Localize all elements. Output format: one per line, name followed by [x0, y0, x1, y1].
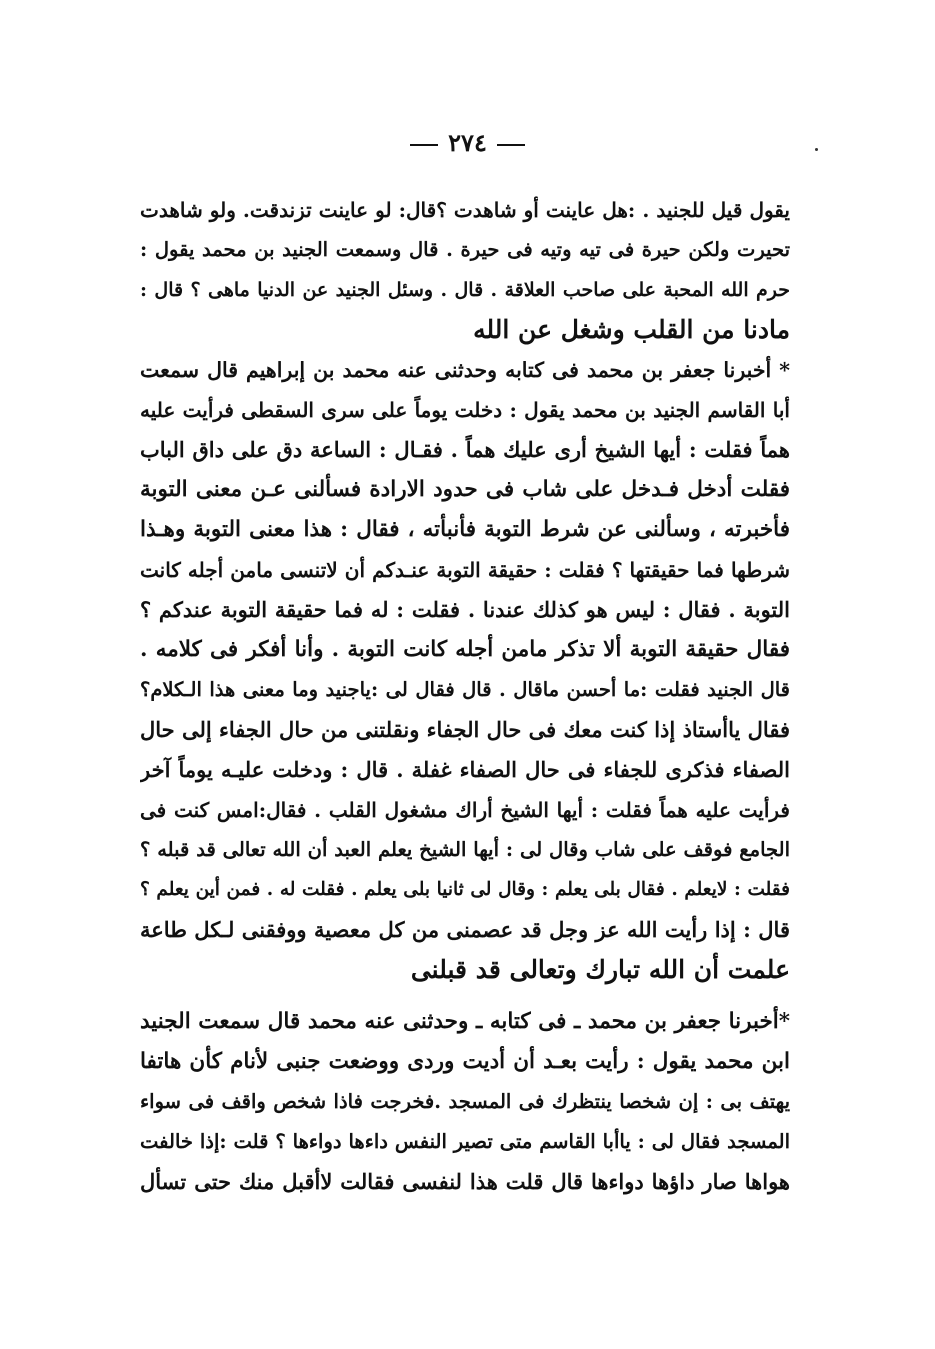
text-line: شرطها فما حقيقتها ؟ فقلت : حقيقة التوبة عنـدكم أن لاتنسى مامن أجله كانت: [140, 558, 790, 582]
text-line: فقلت : لايعلم . فقال بلى يعلم : وقال لى ثانيا بلى يعلم . فقلت له . فمن أين يعلم ؟: [140, 879, 790, 900]
paragraph-3: [140, 1002, 790, 1202]
text-line: ابن محمد يقول : رأيت بعـد أن أديت وردى ووضعت جنبى لأنام كأن هاتفا: [140, 1049, 790, 1074]
text-line: *أخبرنا جعفر بن محمد ـ فى كتابه ـ وحدثنى عنه محمد قال سمعت الجنيد: [140, 1009, 790, 1034]
right-dash: [497, 144, 525, 146]
text-line: مادنا من القلب وشغل عن الله: [473, 315, 790, 344]
paragraph-2: [140, 350, 790, 990]
text-line: فقلت أدخل فـدخل على شاب فى حدود الارادة فسألنى عـن معنى التوبة: [140, 477, 790, 502]
paragraph-1: [140, 190, 790, 350]
left-dash: [410, 144, 438, 146]
text-line: هماً فقلت : أيها الشيخ أرى عليك هماً . فقـال : الساعة دق على داق الباب: [140, 437, 790, 462]
page-number-header: [0, 128, 935, 157]
text-line: يهتف بى : إن شخصا ينتظرك فى المسجد .فخرجت فاذا شخص واقف فى سواء: [140, 1090, 790, 1113]
text-line: فأخبرته ، وسألنى عن شرط التوبة فأنبأته ، فقال : هذا معنى التوبة وهـذا: [140, 517, 790, 542]
text-line: * أخبرنا جعفر بن محمد فى كتابه وحدثنى عنه محمد بن إبراهيم قال سمعت: [140, 358, 790, 382]
text-line: فرأيت عليه هماً فقلت : أيها الشيخ أراك مشغول القلب . فقال:امس كنت فى: [140, 798, 790, 822]
text-line: فقال حقيقة التوبة ألا تذكر مامن أجله كانت التوبة . وأنا أفكر فى كلامه .: [140, 637, 790, 662]
text-line: فقال ياأستاذ إذا كنت معك فى حال الجفاء ونقلتنى من حال الجفاء إلى حال: [140, 717, 790, 742]
text-line: حرم الله المحبة على صاحب العلاقة . قال . وسئل الجنيد عن الدنيا ماهى ؟ قال :: [140, 279, 790, 301]
text-line: الصفاء فذكرى للجفاء فى حال الصفاء غفلة . قال : ودخلت عليـه يوماً آخر: [140, 757, 790, 782]
page-number: ٢٧٤: [448, 128, 487, 157]
text-line: المسجد فقال لى : ياأبا القاسم متى تصير النفس داءها دواءها ؟ قلت :إذا خالفت: [140, 1130, 790, 1153]
text-line: يقول قيل للجنيد . :هل عاينت أو شاهدت ؟قال: لو عاينت تزندقت. ولو شاهدت: [140, 198, 790, 222]
text-line: قال الجنيد فقلت :ما أحسن ماقال . قال فقال لى :ياجنيد وما معنى هذا الـكلام؟: [140, 678, 790, 701]
text-line: هواها صار داؤها دواءها قال قلت هذا لنفسى فقالت لاأقبل منك حتى تسأل: [140, 1169, 790, 1194]
text-line: علمت أن الله تبارك وتعالى قد قبلنى: [410, 955, 790, 984]
text-line: تحيرت ولكن حيرة فى تيه وتيه فى حيرة . قال وسمعت الجنيد بن محمد يقول :: [140, 238, 790, 261]
text-line: قال : إذا رأيت الله عز وجل قد عصمنى من كل معصية ووفقنى لـكل طاعة: [140, 917, 790, 942]
text-line: الجامع فوقف على شاب وقال لى : أيها الشيخ يعلم العبد أن الله تعالى قد قبله ؟: [140, 838, 790, 861]
text-line: أبا القاسم الجنيد بن محمد يقول : دخلت يوماً على سرى السقطى فرأيت عليه: [140, 398, 790, 422]
text-line: التوبة . فقال : ليس هو كذلك عندنا . فقلت : له فما حقيقة التوبة عندكم ؟: [140, 597, 790, 622]
